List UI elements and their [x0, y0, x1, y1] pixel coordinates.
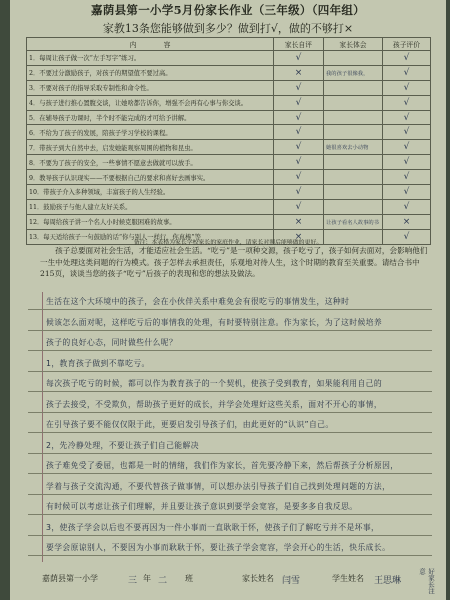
ruled-line — [28, 412, 432, 413]
footer — [10, 568, 446, 600]
survey-table — [26, 37, 431, 245]
homework-sheet — [10, 0, 446, 600]
column-header-parent-note: 家长体会 — [324, 38, 383, 51]
child-review-mark: √ — [383, 110, 431, 125]
child-review-mark: √ — [383, 155, 431, 170]
ruled-line — [28, 473, 432, 474]
essay-line: 在引导孩子要不能仅仅限于此，更要启发引导孩子们，由此更好的“认识”自己。 — [46, 420, 334, 429]
row-content: 13．每天适给孩子一句鼓励的话“你与别人一样行，你真棒”等 — [27, 229, 274, 244]
self-review-mark: √ — [274, 110, 324, 125]
parent-note — [324, 51, 383, 66]
parent-note: 她很喜欢去小动物 — [324, 140, 383, 155]
self-review-mark: √ — [274, 95, 324, 110]
ruled-line — [28, 453, 432, 454]
essay-line: 要学会原谅别人，不要因为小事而耿耿于怀，要让孩子学会宽容，学会开心的生活，快乐成长。 — [46, 543, 391, 552]
self-review-mark: √ — [274, 170, 324, 185]
essay-line: 孩子去接受，不受欺负，帮助孩子更好的成长，并学会处理好这些关系，面对不开心的事情， — [46, 399, 383, 409]
grade-value: 三 — [128, 576, 138, 586]
parent-note — [324, 110, 383, 125]
table-row — [27, 65, 431, 80]
parent-name-value: 闫雪 — [282, 576, 301, 586]
parent-note — [324, 95, 383, 110]
ruled-line — [28, 371, 432, 372]
child-review-mark: √ — [383, 140, 431, 155]
table-row — [27, 155, 431, 170]
parent-note — [324, 170, 383, 185]
table-row — [27, 95, 431, 110]
row-content: 1．每周让孩子做一次“左手写字”练习。 — [27, 51, 274, 66]
child-review-mark: √ — [383, 80, 431, 95]
essay-line: 2，先冷静处理，不要让孩子们自己能解决 — [46, 440, 199, 450]
student-name-value: 王思琳 — [374, 576, 402, 586]
column-header-child-review: 孩子评价 — [383, 38, 431, 51]
table-row — [27, 110, 431, 125]
ruled-line — [28, 494, 432, 495]
child-review-mark: √ — [383, 95, 431, 110]
parent-name-label: 家长姓名 — [242, 574, 274, 583]
essay-line: 孩子的良好心态，同时做些什么呢？ — [46, 338, 178, 347]
school-name: 嘉荫县第一小学 — [42, 574, 98, 583]
row-content: 6．不给为了孩子的发展，陪孩子学习学校的课程。 — [27, 125, 274, 140]
table-row — [27, 170, 431, 185]
child-review-mark: √ — [383, 185, 431, 200]
essay-line: 每次孩子吃亏的时候，都可以作为教育孩子的一个契机，使孩子受到教育，如果能利用自己的 — [46, 379, 383, 388]
essay-line: 候该怎么面对呢，这样吃亏后的事情我的处理，有时要特别注意。作为家长，为了这时候培养 — [46, 317, 383, 327]
column-header-content: 内 容 — [27, 38, 274, 51]
row-content: 8．不要为了孩子的安全，一些事情不愿意去做就可以放手。 — [27, 155, 274, 170]
ruled-line — [28, 432, 432, 433]
parent-note — [324, 155, 383, 170]
table-header — [27, 38, 431, 51]
side-handwritten-note: 好家长注意 — [418, 568, 435, 594]
student-name-label: 学生姓名 — [332, 574, 364, 583]
self-review-mark: √ — [274, 155, 324, 170]
essay-line: 学着与孩子交流沟通，不要代替孩子做事情，可以想办法引导孩子们自己找到处理问题的方法， — [46, 481, 391, 491]
ruled-line — [28, 514, 432, 515]
row-content: 10．带孩子介入多种领域，丰富孩子的人生经验。 — [27, 185, 274, 200]
table-row — [27, 80, 431, 95]
row-content: 4．与孩子进行推心置腹交谈，让她啥都告诉你，增强不会再有心事与你交谈。 — [27, 95, 274, 110]
self-review-mark: √ — [274, 51, 324, 66]
child-review-mark: √ — [383, 199, 431, 214]
self-review-mark: × — [274, 65, 324, 80]
child-review-mark: √ — [383, 170, 431, 185]
table-remark: 备注：本表格为家长学校家长的家庭作业，请家长对照后能够做的更好。 — [133, 240, 323, 246]
row-content: 7．带孩子到大自然中去，启发她能观察周围的植物和昆虫。 — [27, 140, 274, 155]
page-title: 嘉荫县第一小学5月份家长作业（三年级）（四年组） — [91, 3, 365, 17]
table-row — [27, 199, 431, 214]
grade-unit: 年 — [143, 574, 151, 583]
essay-line: 有时候可以考虑让孩子们理解，并且要让孩子意识到要学会宽容，是要多多自我反思。 — [46, 502, 358, 511]
parent-note — [324, 185, 383, 200]
margin-rule — [42, 292, 43, 562]
parent-note — [324, 80, 383, 95]
row-content: 2．不要过分激励孩子，对孩子的期望值不要过高。 — [27, 65, 274, 80]
ruled-line — [28, 309, 432, 310]
child-review-mark: √ — [383, 229, 431, 244]
self-review-mark: × — [274, 229, 324, 244]
parent-note: 我的孩子很像我， — [324, 65, 383, 80]
child-review-mark: × — [383, 214, 431, 229]
essay-line: 孩子难免受了委屈，也都是一时的情绪，我们作为家长，首先要冷静下来，然后帮孩子分析原因， — [46, 461, 399, 470]
class-value: 二 — [158, 576, 168, 586]
self-review-mark: × — [274, 214, 324, 229]
row-content: 11．鼓励孩子与他人建立友好关系。 — [27, 199, 274, 214]
essay-area — [28, 292, 432, 562]
column-header-self-review: 家长自评 — [274, 38, 324, 51]
row-content: 9．教导孩子认识现实——不要根据自己的要求和喜好去画事实。 — [27, 170, 274, 185]
parent-note — [324, 199, 383, 214]
ruled-line — [28, 555, 432, 556]
parent-note: 让孩子看名人故事的书 — [324, 214, 383, 229]
ruled-line — [28, 350, 432, 351]
child-review-mark: √ — [383, 125, 431, 140]
row-content: 3．不要对孩子的指导采取专制性和命令性。 — [27, 80, 274, 95]
table-row — [27, 51, 431, 66]
ruled-line — [28, 535, 432, 536]
table-row — [27, 185, 431, 200]
essay-line: 1，教育孩子做到不靠吃亏。 — [46, 358, 150, 368]
row-content: 5．在辅导孩子功课时，半个时不能完成的才可给予讲解。 — [27, 110, 274, 125]
table-row — [27, 140, 431, 155]
essay-line: 3，使孩子学会以后也不要再因为一件小事而一直耿耿于怀，使孩子们了解吃亏并不是坏事， — [46, 522, 380, 532]
essay-prompt: 孩子总要面对社会生活，才能适应社会生活。“吃亏”是一项种交源，孩子吃亏了，孩子如何去面对，会影响他们一生中处理这类问题的行为模式。孩子怎样去承担责任，乐观地对待人生，这个时期的教育至关重要。请结合书中215页，谈谈当您的孩子“吃亏”后孩子的表现和您的想法及做法。 — [40, 246, 428, 279]
self-review-mark: √ — [274, 185, 324, 200]
child-review-mark: √ — [383, 65, 431, 80]
self-review-mark: √ — [274, 140, 324, 155]
child-review-mark: √ — [383, 51, 431, 66]
parent-note — [324, 125, 383, 140]
table-row — [27, 214, 431, 229]
ruled-line — [28, 330, 432, 331]
self-review-mark: √ — [274, 80, 324, 95]
class-unit: 班 — [185, 574, 193, 583]
row-content: 12．每周给孩子讲一个名人小时候克服困难的故事。 — [27, 214, 274, 229]
page-subtitle: 家教13条您能够做到多少？做到打√，做的不够打× — [102, 22, 354, 35]
self-review-mark: √ — [274, 125, 324, 140]
ruled-line — [28, 391, 432, 392]
essay-line: 生活在这个大环境中的孩子，会在小伙伴关系中难免会有很吃亏的事情发生，这种时 — [46, 297, 350, 306]
self-review-mark: √ — [274, 199, 324, 214]
table-row — [27, 125, 431, 140]
